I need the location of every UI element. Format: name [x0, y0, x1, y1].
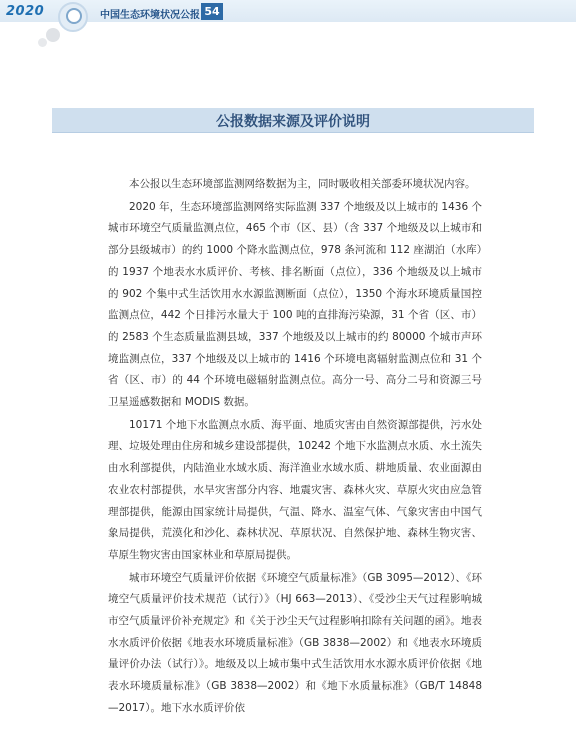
section-title: 公报数据来源及评价说明 — [216, 114, 370, 130]
body-text — [108, 174, 482, 721]
decorative-dot — [38, 38, 47, 47]
paragraph: 2020 年，生态环境部监测网络实际监测 337 个地级及以上城市的 1436 个城市环境空气质量监测点位，465 个市（区、县）（含 337 个地级及以上城市和部分县级城市）的约 1000 个降水监测点位，978 条河流和 112 座湖泊（水库）的 1937 个地表水水质评价、考核、排名断面（点位），336 个地级及以上城市的 902 个集中式生活饮用水水源监测断面（点位），1350 个海水环境质量国控监测点位，442 个日排污水量大于 100 吨的直排海污染源，31 个省（区、市）的 2583 个生态质量监测县域，337 个地级及以上城市的约 80000 个城市声环境监测点位，337 个地级及以上城市的 1416 个环境电离辐射监测点位和 31 个省（区、市）的 44 个环境电磁辐射监测点位。高分一号、高分二号和资源三号卫星遥感数据和 MODIS 数据。 — [108, 200, 482, 409]
report-title: 中国生态环境状况公报 — [100, 10, 200, 21]
decorative-dot — [46, 28, 60, 42]
page-number: 54 — [201, 3, 223, 20]
ring-logo-inner-icon — [66, 8, 82, 24]
paragraph: 本公报以生态环境部监测网络数据为主，同时吸收相关部委环境状况内容。 — [129, 178, 476, 190]
paragraph: 10171 个地下水监测点水质、海平面、地质灾害由自然资源部提供，污水处理、垃圾处理由住房和城乡建设部提供，10242 个地下水监测点水质、水土流失由水利部提供，内陆渔业水域水质、海洋渔业水域水质、耕地质量、农业面源由农业农村部提供，水旱灾害部分内容、地震灾害、森林火灾、草原火灾由应急管理部提供，能源由国家统计局提供，气温、降水、温室气体、气象灾害由中国气象局提供，荒漠化和沙化、森林状况、草原状况、自然保护地、森林生物灾害、草原生物灾害由国家林业和草原局提供。 — [108, 418, 482, 561]
year-label: 2020 — [6, 4, 45, 19]
paragraph: 城市环境空气质量评价依据《环境空气质量标准》（GB 3095—2012）、《环境空气质量评价技术规范（试行）》（HJ 663—2013）、《受沙尘天气过程影响城市空气质量评价补充规定》和《关于沙尘天气过程影响扣除有关问题的函》。地表水水质评价依据《地表水环境质量标准》（GB 3838—2002）和《地表水环境质量评价办法（试行）》。地级及以上城市集中式生活饮用水水源水质评价依据《地表水环境质量标准》（GB 3838—2002）和《地下水质量标准》（GB/T 14848—2017）。地下水水质评价依 — [108, 571, 482, 714]
section-heading-bar — [52, 108, 534, 133]
